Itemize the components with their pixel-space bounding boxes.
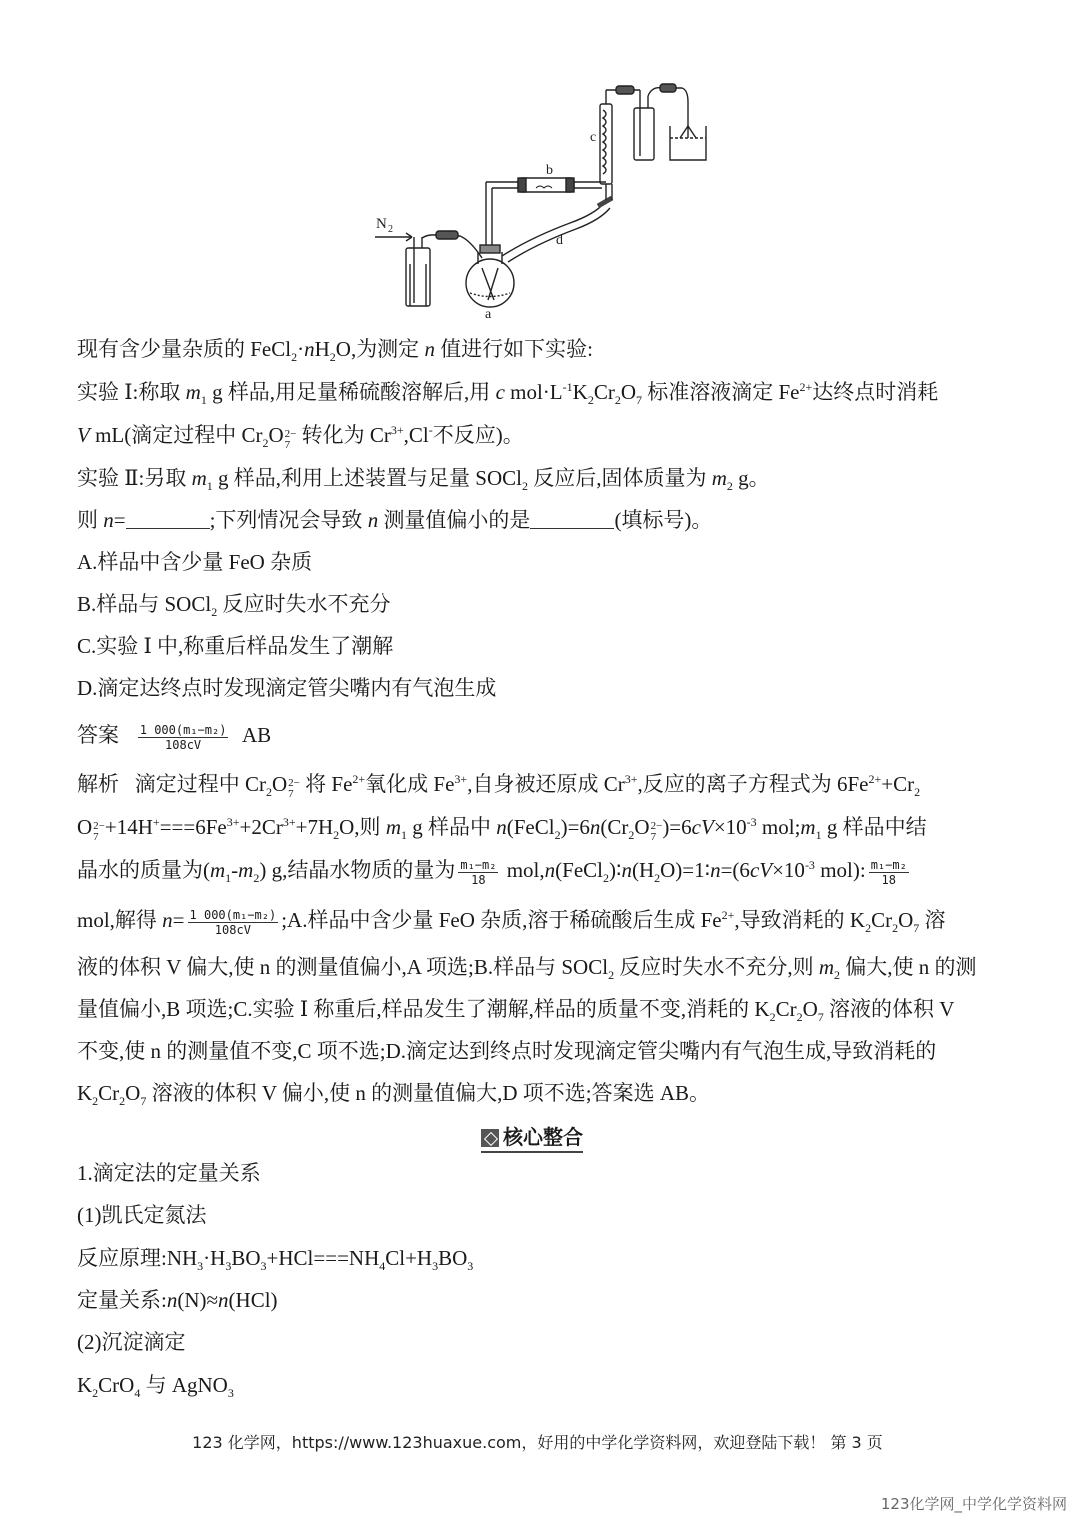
- question-line: 则 n= ;下列情况会导致 n 测量值偏小的是 (填标号)。: [77, 508, 713, 532]
- label-a: a: [485, 307, 492, 322]
- answer-line: 答案 $\frac{\text{1 000(m₁−m₂)}}{108cV}$ AB: [77, 722, 272, 752]
- analysis-line5: 液的体积 V 偏大,使 n 的测量值偏小,A 项选;B.样品与 SOCl$_2$ 反应时失水不充分,则 $m_2$ 偏大,使 n 的测: [77, 955, 977, 983]
- result-fraction: $\frac{\text{1 000(m₁−m₂)}}{108cV}$: [189, 907, 277, 937]
- analysis-line4: mol,解得 n= $\frac{\text{1 000(m₁−m₂)}}{108cV}$ ;A.样品中含少量 FeO 杂质,溶于稀硫酸后生成 $Fe^{2+}$,导致消耗的 $K_2Cr_2O_7$ 溶: [77, 907, 946, 937]
- option-c: C.实验 Ⅰ 中,称重后样品发生了潮解: [77, 634, 394, 658]
- option-a: A.样品中含少量 FeO 杂质: [77, 550, 313, 574]
- analysis-line2: O 2− 7 $+14H^+===6Fe^{3+}+2Cr^{3+}+7H_2O$,则 $m_1$ g 样品中 $n(FeCl_2)=6n(Cr_2O$ 2− 7 )$=6cV\times 10^{-3}$ $mol;m_1$ g 样品中结: [77, 815, 927, 843]
- core-heading-1-1: (1)凯氏定氮法: [77, 1203, 207, 1227]
- analysis-line3: 晶水的质量为$(m_1-m_2)$ g,结晶水物质的量为 $\frac{\text{m₁−m₂}}{18}$ $mol,n(FeCl_2)∶n(H_2O)=1∶n=(6cV\times 10^{-3}$ mol): $\frac{\text{m₁−m₂}}{18}$: [77, 857, 907, 887]
- label-n2-sub: 2: [388, 224, 393, 235]
- intro-text: 现有含少量杂质的 $FeCl_2\cdot nH_2O$,为测定 n 值进行如下实验:: [77, 337, 594, 365]
- exp1-line2: V mL(滴定过程中 $Cr_2O$ 2− 7 转化为 $Cr^{3+},Cl^-$不反应)。: [77, 423, 524, 451]
- exp2-line: 实验 Ⅱ:另取 $m_1$ g 样品,利用上述装置与足量 SOCl$_2$ 反应后,固体质量为 $m_2$ g。: [77, 466, 770, 494]
- section-title: 核心整合: [481, 1121, 583, 1153]
- apparatus-diagram: [370, 78, 710, 323]
- label-d: d: [556, 233, 563, 248]
- analysis-line8: $K_2Cr_2O_7$ 溶液的体积 V 偏小,使 n 的测量值偏大,D 项不选;答案选 AB。: [77, 1081, 711, 1109]
- label-n2: N: [376, 216, 387, 232]
- quantitative-relation: 定量关系:n(N)≈n(HCl): [77, 1288, 278, 1312]
- label-b: b: [546, 163, 553, 178]
- label-c: c: [590, 130, 597, 145]
- option-b: B.样品与 SOCl$_2$ 反应时失水不充分: [77, 592, 391, 620]
- page-footer: 123 化学网，https://www.123huaxue.com，好用的中学化学资料网，欢迎登陆下载！ 第 3 页: [192, 1433, 883, 1452]
- water-fraction: $\frac{\text{m₁−m₂}}{18}$: [460, 857, 497, 887]
- diamond-icon: [481, 1129, 499, 1147]
- answer-blank-1[interactable]: [126, 510, 210, 529]
- water-fraction-2: $\frac{\text{m₁−m₂}}{18}$: [870, 857, 907, 887]
- core-heading-1-2: (2)沉淀滴定: [77, 1330, 186, 1354]
- watermark-text: 123化学网_中学化学资料网: [880, 1495, 1067, 1513]
- precipitation-reagents: $K_2CrO_4$ 与 AgNO$_3$: [77, 1373, 234, 1401]
- answer-fraction: $\frac{\text{1 000(m₁−m₂)}}{108cV}$: [139, 722, 227, 752]
- analysis-line7: 不变,使 n 的测量值不变,C 项不选;D.滴定达到终点时发现滴定管尖嘴内有气泡生成,导致消耗的: [77, 1039, 937, 1063]
- option-d: D.滴定达终点时发现滴定管尖嘴内有气泡生成: [77, 676, 497, 700]
- reaction-principle: 反应原理$:NH_3\cdot H_3BO_3+HCl===NH_4Cl+H_3BO_3$: [77, 1246, 474, 1274]
- core-heading-1: 1.滴定法的定量关系: [77, 1161, 261, 1185]
- answer-blank-2[interactable]: [530, 510, 614, 529]
- analysis-line6: 量值偏小,B 项选;C.实验 Ⅰ 称重后,样品发生了潮解,样品的质量不变,消耗的 $K_2Cr_2O_7$ 溶液的体积 V: [77, 997, 955, 1025]
- exp1-line1: 实验 Ⅰ:称取 $m_1$ g 样品,用足量稀硫酸溶解后,用 c $mol\cdot L^{-1}K_2Cr_2O_7$ 标准溶液滴定 $Fe^{2+}$达终点时消耗: [77, 380, 939, 408]
- analysis-line1: 解析 滴定过程中 $Cr_2O$ 2− 7 将 $Fe^{2+}$氧化成 $Fe^{3+}$,自身被还原成 $Cr^{3+}$,反应的离子方程式为 $6Fe^{2+}+Cr_2$: [77, 772, 921, 800]
